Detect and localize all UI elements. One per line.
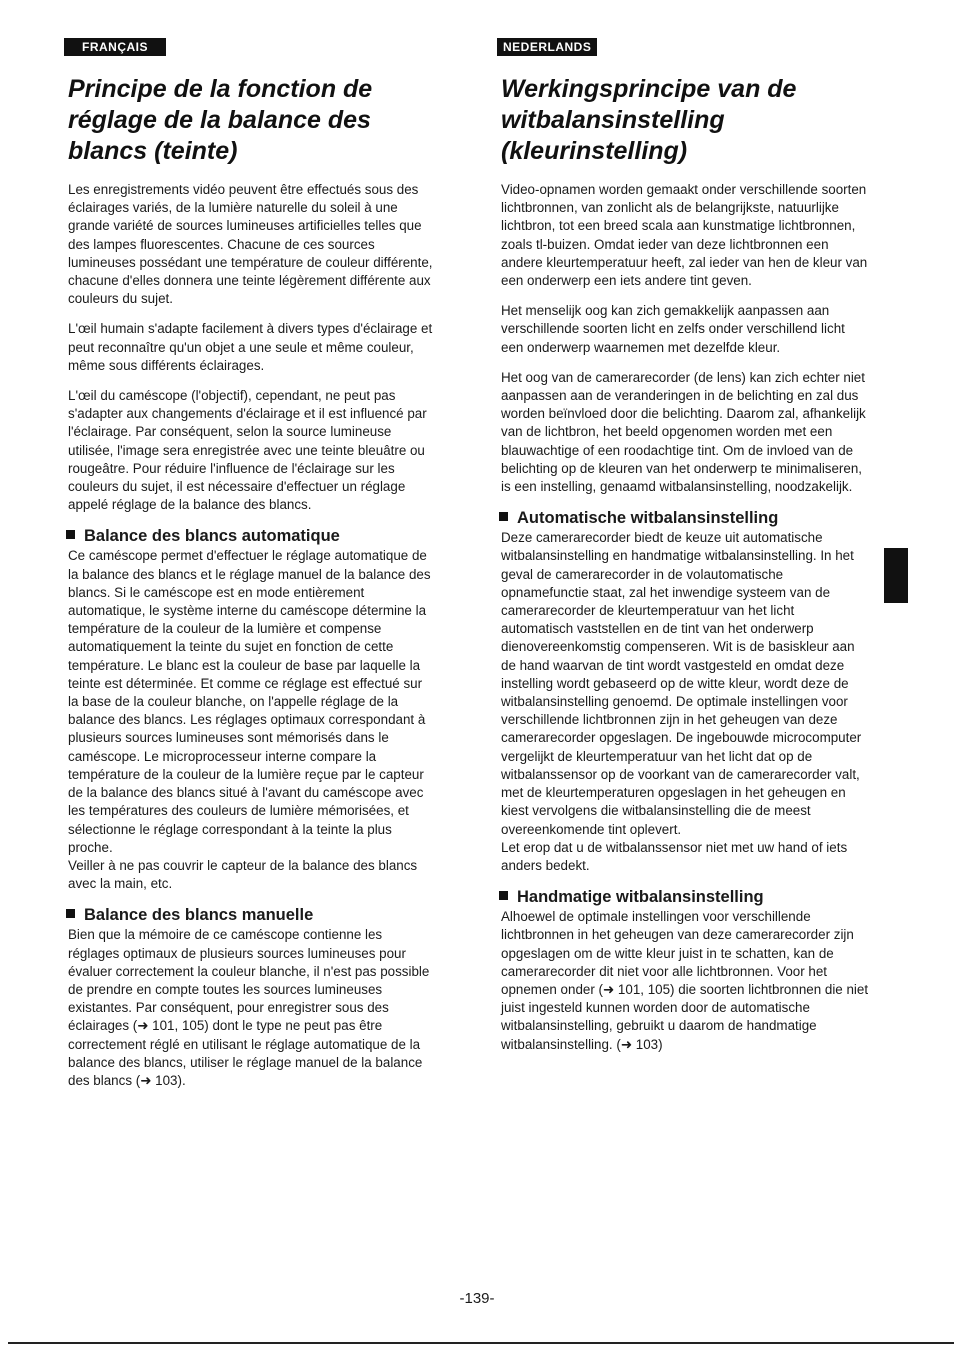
- dutch-manual-heading: [499, 887, 869, 907]
- french-auto-heading: [66, 526, 436, 546]
- french-auto-body: Ce caméscope permet d'effectuer le réglage automatique de la balance des blancs et le réglage manuel de la balance des blancs. Si le caméscope est en mode entièrement automatique, le système interne du caméscope détermine la température de la couleur de la lumière et compense automatiquement la teinte du sujet en fonction de cette température. Le blanc est la couleur de base par laquelle la teinte est déterminée. Et comme ce réglage est effectué sur la base de la couleur blanche, on l'appelle réglage de la balance des blancs. Les réglages optimaux correspondant à plusieurs sources lumineuses sont mémorisés dans le caméscope. Le microprocesseur interne compare la température de la couleur de la lumière reçue par le capteur de la balance des blancs situé à l'avant du caméscope avec les températures des couleurs de lumière mémorisées, et sélectionne le réglage correspondant à la teinte la plus proche.: [68, 548, 431, 855]
- french-intro-paragraph: L'œil du caméscope (l'objectif), cependant, ne peut pas s'adapter aux changements d'éclairage et il est influencé par l'éclairage. Par conséquent, selon la source lumineuse utilisée, l'image sera enregistrée avec une teinte bleuâtre ou rougeâtre. Pour réduire l'influence de l'éclairage sur les couleurs du sujet, il est nécessaire d'effectuer un réglage appelé réglage de la balance des blancs.: [68, 388, 427, 513]
- french-auto-heading-text: Balance des blancs automatique: [84, 527, 340, 546]
- dutch-manual-heading-text: Handmatige witbalansinstelling: [517, 888, 764, 907]
- dutch-auto-body: Deze camerarecorder biedt de keuze uit automatische witbalansinstelling en handmatige witbalansinstelling. In het geval de camerarecorder in de volautomatische opnamefunctie staat, zal het inwendige systeem van de camerarecorder de kleurtemperatuur van het licht automatisch vaststellen en de tint van het onderwerp dienovereenkomstig compenseren. Wit is de basiskleur aan de hand waarvan de tint wordt vastgesteld en omdat deze instelling wordt gebaseerd op de witte kleur, wordt deze de witbalansinstelling genoemd. De optimale instellingen voor verschillende lichtbronnen zijn in het geheugen van deze camerarecorder opgeslagen. De ingebouwde microcomputer vergelijkt de kleurtemperatuur van het licht dat op de witbalanssensor op de voorkant van de camerarecorder valt, met de kleurtemperaturen opgeslagen in het geheugen en kiest vervolgens die witbalansinstelling die de meest overeenkomende tint oplevert.: [501, 530, 862, 837]
- section-tab-marker: [884, 548, 908, 603]
- dutch-title: Werkingsprincipe van de witbalansinstelling (kleurinstelling): [501, 75, 797, 165]
- french-manual-heading-text: Balance des blancs manuelle: [84, 906, 314, 925]
- footer-rule: [8, 1342, 954, 1344]
- dutch-auto-heading: [499, 508, 869, 528]
- dutch-auto-note: Let erop dat u de witbalanssensor niet met uw hand of iets anders bedekt.: [501, 839, 848, 873]
- bullet-square-icon: [66, 530, 75, 539]
- dutch-intro-paragraph: Video-opnamen worden gemaakt onder verschillende soorten lichtbronnen, van zonlicht als de belangrijkste, natuurlijke lichtbron, tot een breed scala aan kunstmatige lichtbronnen, zoals tl-buizen. Omdat ieder van deze lichtbronnen een andere kleurtemperatuur heeft, zal ieder van hen de kleur van een onderwerp een iets andere tint geven.: [501, 182, 868, 289]
- bullet-square-icon: [66, 909, 75, 918]
- language-tag-french: FRANÇAIS: [64, 38, 166, 56]
- dutch-intro-paragraph: Het oog van de camerarecorder (de lens) kan zich echter niet aanpassen aan de veranderingen in de belichting en zal dus worden beïnvloed door die belichting. Daarom zal, afhankelijk van de lichtbron, het beeld opgenomen worden met een blauwachtige of een roodachtige tint. Om de invloed van de belichting op de kleuren van het onderwerp te minimaliseren, is een instelling, genaamd witbalansinstelling, noodzakelijk.: [501, 369, 866, 495]
- dutch-column: [497, 38, 869, 1066]
- dutch-intro-paragraph: Het menselijk oog kan zich gemakkelijk aanpassen aan verschillende soorten licht en zelfs onder verschillend licht een onderwerp waarnemen met dezelfde kleur.: [501, 303, 845, 355]
- dutch-manual-body: Alhoewel de optimale instellingen voor verschillende lichtbronnen in het geheugen van deze camerarecorder zijn opgeslagen om de witte kleur juist in te schatten, kan de camerarecorder dit niet voor alle lichtbronnen. Voor het opnemen onder (➜ 101, 105) die soorten lichtbronnen die niet juist ingesteld kunnen worden door de automatische witbalansinstelling, gebruikt u daarom de handmatige witbalansinstelling. (➜ 103): [501, 909, 869, 1052]
- bullet-square-icon: [499, 891, 508, 900]
- french-auto-note: Veiller à ne pas couvrir le capteur de la balance des blancs avec la main, etc.: [68, 857, 418, 892]
- language-tag-dutch: NEDERLANDS: [497, 38, 597, 56]
- french-title: Principe de la fonction de réglage de la balance des blancs (teinte): [68, 75, 373, 165]
- bullet-square-icon: [499, 512, 508, 521]
- french-manual-heading: [66, 905, 436, 925]
- french-manual-body: Bien que la mémoire de ce caméscope contienne les réglages optimaux de plusieurs sources lumineuses pour évaluer correctement la couleur blanche, il n'est pas possible de prendre en compte toutes les sources lumineuses existantes. Par conséquent, pour enregistrer sous des éclairages (➜ 101, 105) dont le type ne peut pas être correctement réglé en utilisant le réglage automatique de la balance des blancs, utiliser le réglage manuel de la balance des blancs (➜ 103).: [68, 927, 430, 1088]
- french-intro-paragraph: Les enregistrements vidéo peuvent être effectués sous des éclairages variés, de la lumière naturelle du soleil à une grande variété de sources lumineuses artificielles telles que des lampes fluorescentes. Chacune de ces sources lumineuses possédant une température de couleur différente, chacune d'elles donnera une teinte légèrement différente aux couleurs du sujet.: [68, 182, 433, 307]
- dutch-auto-heading-text: Automatische witbalansinstelling: [517, 509, 779, 528]
- french-intro-paragraph: L'œil humain s'adapte facilement à divers types d'éclairage et peut reconnaître qu'un objet a une seule et même couleur, même sous différents éclairages.: [68, 321, 433, 373]
- french-column: [64, 38, 436, 1102]
- page-number: -139-: [459, 1290, 495, 1307]
